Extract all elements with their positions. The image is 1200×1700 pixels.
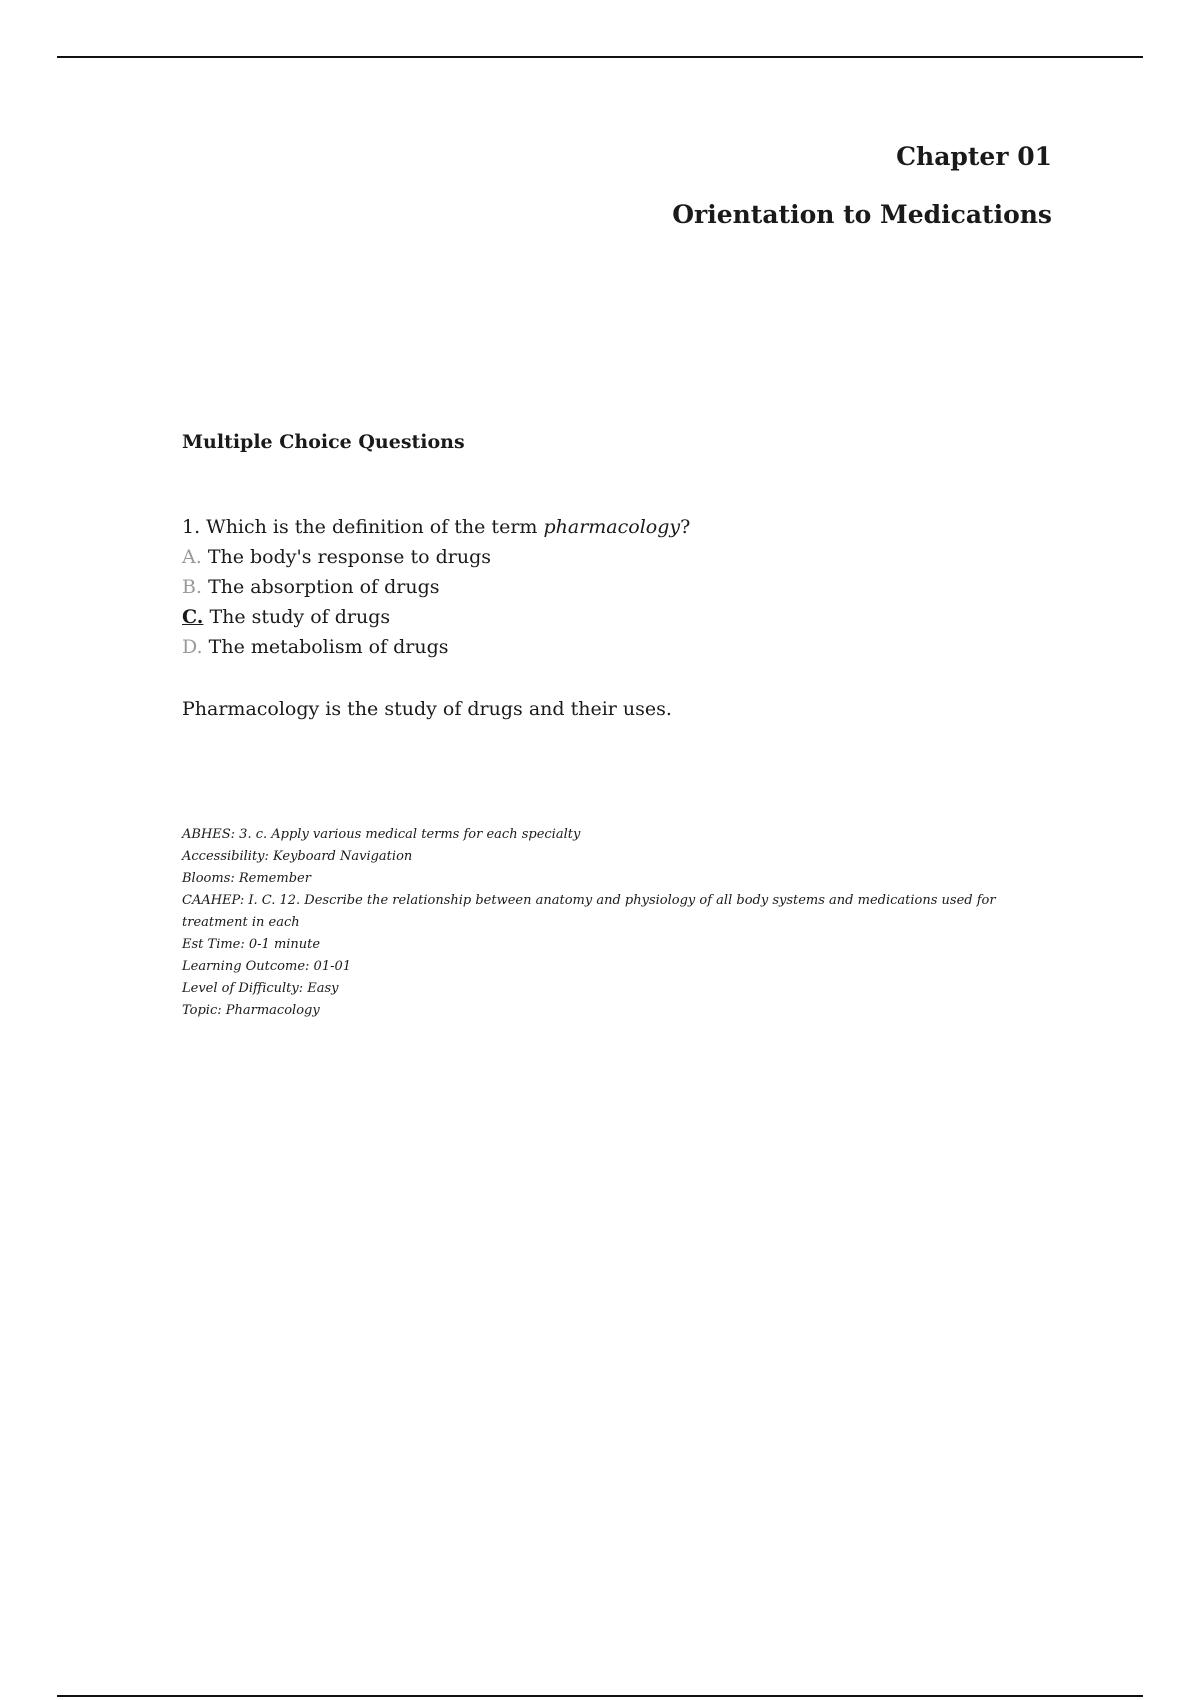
metadata-blooms: Blooms: Remember — [182, 871, 311, 886]
metadata-difficulty: Level of Difficulty: Easy — [182, 981, 339, 996]
option-letter: C. — [182, 606, 204, 628]
metadata-est-time: Est Time: 0-1 minute — [182, 937, 321, 952]
chapter-header — [672, 140, 1052, 232]
answer-option-c — [182, 602, 1022, 632]
question-suffix: ? — [680, 516, 691, 538]
option-text: The metabolism of drugs — [208, 636, 449, 658]
question-stem — [182, 512, 1022, 542]
metadata-learning-outcome: Learning Outcome: 01-01 — [182, 959, 352, 974]
option-text: The body's response to drugs — [207, 546, 491, 568]
chapter-number: Chapter 01 — [896, 142, 1052, 171]
answer-explanation: Pharmacology is the study of drugs and their uses. — [182, 698, 672, 720]
answer-option-a — [182, 542, 1022, 572]
chapter-title: Orientation to Medications — [672, 200, 1052, 229]
top-rule — [57, 56, 1143, 58]
option-letter: B. — [182, 576, 203, 598]
metadata-topic: Topic: Pharmacology — [182, 1003, 320, 1018]
option-text: The study of drugs — [209, 606, 391, 628]
metadata-abhes: ABHES: 3. c. Apply various medical terms for each specialty — [182, 827, 581, 842]
option-letter: A. — [182, 546, 202, 568]
metadata-accessibility: Accessibility: Keyboard Navigation — [182, 849, 413, 864]
metadata-caahep: CAAHEP: I. C. 12. Describe the relationship between anatomy and physiology of all body systems and medications used for treatment in each — [182, 893, 996, 930]
answer-option-b — [182, 572, 1022, 602]
question-metadata — [182, 824, 1012, 1022]
section-heading: Multiple Choice Questions — [182, 431, 465, 453]
answer-option-d — [182, 632, 1022, 662]
option-text: The absorption of drugs — [208, 576, 440, 598]
question-content — [182, 428, 1022, 1022]
option-letter: D. — [182, 636, 203, 658]
question-term: pharmacology — [543, 516, 681, 538]
bottom-rule — [57, 1695, 1143, 1697]
question-prefix: 1. Which is the definition of the term — [182, 516, 544, 538]
